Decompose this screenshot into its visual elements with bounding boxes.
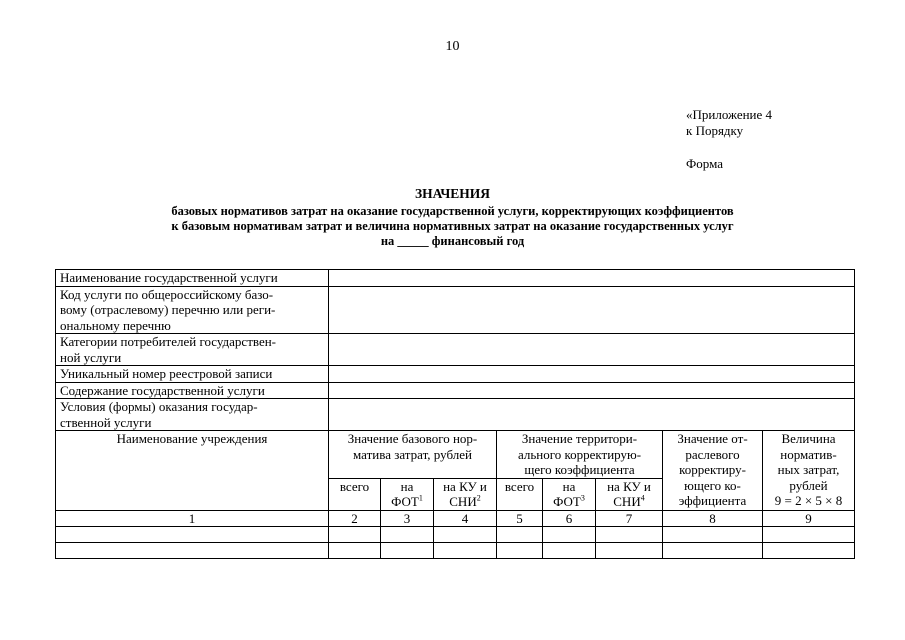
table-row <box>56 543 855 559</box>
subtitle-line-3: на _____ финансовый год <box>380 233 525 248</box>
fot-label: на ФОТ <box>391 478 419 509</box>
table-cell[interactable] <box>543 543 596 559</box>
column-number: 9 <box>763 510 855 527</box>
subtitle-line-2: к базовым нормативам затрат и величина нормативных затрат на оказание государственных услуг <box>171 218 734 233</box>
header-institution: Наименование учреждения <box>56 431 329 511</box>
column-number: 3 <box>381 510 434 527</box>
appendix-reference <box>686 107 772 139</box>
appendix-line-1: «Приложение 4 <box>686 107 773 122</box>
table-cell[interactable] <box>763 527 855 543</box>
appendix-line-2: к Порядку <box>686 123 744 138</box>
table-cell[interactable] <box>56 543 329 559</box>
header-ku-sni-base <box>434 478 497 510</box>
info-value[interactable] <box>329 270 855 287</box>
info-label: Уникальный номер реестровой записи <box>56 366 329 383</box>
document-title: ЗНАЧЕНИЯ <box>415 186 490 201</box>
table-cell[interactable] <box>663 543 763 559</box>
info-row-service-name <box>56 270 855 287</box>
footnote-mark: 2 <box>476 493 481 503</box>
table-cell[interactable] <box>596 527 663 543</box>
info-value[interactable] <box>329 399 855 431</box>
ku-sni-label: на КУ и СНИ <box>607 478 651 509</box>
info-row-consumer-categories <box>56 334 855 366</box>
footnote-mark: 1 <box>418 493 423 503</box>
column-number: 8 <box>663 510 763 527</box>
footnote-mark: 4 <box>640 493 645 503</box>
info-row-registry-number <box>56 366 855 383</box>
column-number: 6 <box>543 510 596 527</box>
table-cell[interactable] <box>763 543 855 559</box>
table-row <box>56 527 855 543</box>
table-cell[interactable] <box>329 527 381 543</box>
fot-label: на ФОТ <box>553 478 581 509</box>
header-total-base: всего <box>329 478 381 510</box>
header-row-main <box>56 431 855 479</box>
info-value[interactable] <box>329 382 855 399</box>
header-normative-amount: Величина норматив- ных затрат, рублей 9 = 2 × 5 × 8 <box>763 431 855 511</box>
subtitle-line-1: базовых нормативов затрат на оказание государственной услуги, корректирующих коэффициентов <box>171 204 734 218</box>
column-number: 5 <box>497 510 543 527</box>
table-cell[interactable] <box>329 543 381 559</box>
info-label: Наименование государственной услуги <box>56 270 329 287</box>
info-row-service-content <box>56 382 855 399</box>
header-sectoral-coefficient: Значение от- раслевого корректиру- ющего ко- эффициента <box>663 431 763 511</box>
header-ku-sni-territorial <box>596 478 663 510</box>
header-total-territorial: всего <box>497 478 543 510</box>
table-cell[interactable] <box>497 527 543 543</box>
column-number: 1 <box>56 510 329 527</box>
header-fot-territorial <box>543 478 596 510</box>
ku-sni-label: на КУ и СНИ <box>443 478 487 509</box>
info-row-service-code <box>56 286 855 334</box>
document-subtitle <box>0 204 905 248</box>
table-cell[interactable] <box>434 527 497 543</box>
table-cell[interactable] <box>381 527 434 543</box>
info-label: Категории потребителей государствен- ной услуги <box>56 334 329 366</box>
table-cell[interactable] <box>497 543 543 559</box>
table-cell[interactable] <box>434 543 497 559</box>
column-number: 4 <box>434 510 497 527</box>
table-cell[interactable] <box>596 543 663 559</box>
header-territorial-coefficient: Значение территори- ального корректирую- щего коэффициента <box>497 431 663 479</box>
info-label: Условия (формы) оказания государ- ственной услуги <box>56 399 329 431</box>
info-label: Код услуги по общероссийскому базо- вому (отраслевому) перечню или реги- ональному перечню <box>56 286 329 334</box>
table-cell[interactable] <box>56 527 329 543</box>
page-number: 10 <box>445 39 460 54</box>
info-value[interactable] <box>329 286 855 334</box>
info-value[interactable] <box>329 334 855 366</box>
column-number: 2 <box>329 510 381 527</box>
header-fot-base <box>381 478 434 510</box>
info-value[interactable] <box>329 366 855 383</box>
column-number: 7 <box>596 510 663 527</box>
table-cell[interactable] <box>543 527 596 543</box>
header-base-norm: Значение базового нор- матива затрат, рублей <box>329 431 497 479</box>
cost-norms-table <box>55 269 855 559</box>
info-label: Содержание государственной услуги <box>56 382 329 399</box>
info-row-service-conditions <box>56 399 855 431</box>
table-cell[interactable] <box>663 527 763 543</box>
form-label: Форма <box>686 156 723 171</box>
table-cell[interactable] <box>381 543 434 559</box>
column-number-row <box>56 510 855 527</box>
footnote-mark: 3 <box>580 493 585 503</box>
